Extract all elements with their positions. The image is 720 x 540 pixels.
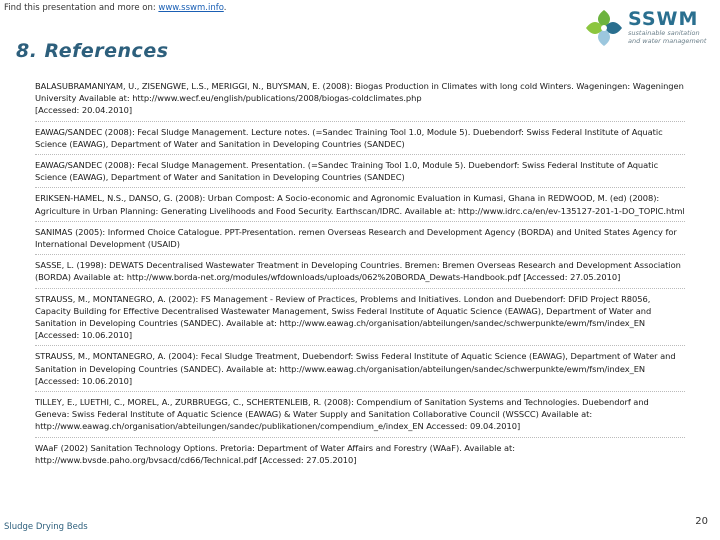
top-note-suffix: . <box>223 3 227 13</box>
reference-item: SANIMAS (2005): Informed Choice Catalogue. PPT-Presentation. remen Overseas Research and Development Agency (BORDA) and United States Agency for International Development (USAID) <box>35 226 685 255</box>
sswm-logo <box>582 6 716 50</box>
reference-item: SASSE, L. (1998): DEWATS Decentralised Wastewater Treatment in Developing Countries. Bremen: Bremen Overseas Research and Development Association (BORDA) Available at: http://www.borda-net.org/modules/wfdownloads/uploads/062%20BORDA_Dewats-Handbook.pdf [Accessed: 27.05.2010] <box>35 259 685 288</box>
page-title: 8. References <box>16 40 169 62</box>
footer-label: Sludge Drying Beds <box>4 522 88 532</box>
logo-name: SSWM <box>628 8 699 30</box>
reference-item: STRAUSS, M., MONTANEGRO, A. (2004): Fecal Sludge Treatment, Duebendorf: Swiss Federal Institute of Aquatic Science (EAWAG), Department of Water and Sanitation in Developing Countries (SANDEC). Available at: http://www.eawag.ch/organisation/abteilungen/sandec/schwerpunkte/ewm/fsm/index_EN [Accessed: 10.06.2010] <box>35 350 685 392</box>
reference-list <box>35 80 685 474</box>
top-note-prefix: Find this presentation and more on: <box>4 3 159 13</box>
reference-item: WAaF (2002) Sanitation Technology Options. Pretoria: Department of Water Affairs and Forestry (WAaF). Available at: http://www.bvsde.paho.org/bvsacd/cd66/Technical.pdf [Accessed: 27.05.2010] <box>35 442 515 465</box>
logo-tagline-1: sustainable sanitation <box>628 29 700 37</box>
reference-item: EAWAG/SANDEC (2008): Fecal Sludge Management. Presentation. (=Sandec Training Tool 1.0, Module 5). Duebendorf: Swiss Federal Institute of Aquatic Science (EAWAG), Department of Water and Sanitation in Developing Countries (SANDEC) <box>35 159 685 188</box>
reference-item: STRAUSS, M., MONTANEGRO, A. (2002): FS Management - Review of Practices, Problems and Initiatives. London and Duebendorf: DFID Project R8056, Capacity Building for Effective Decentralised Wastewater Management, Swiss Federal Institute of Aquatic Science (EAWAG), Department of Water and Sanitation in Developing Countries (SANDEC). Available at: http://www.eawag.ch/organisation/abteilungen/sandec/schwerpunkte/ewm/fsm/index_EN [Accessed: 10.06.2010] <box>35 293 685 347</box>
reference-item: EAWAG/SANDEC (2008): Fecal Sludge Management. Lecture notes. (=Sandec Training Tool 1.0, Module 5). Duebendorf: Swiss Federal Institute of Aquatic Science (EAWAG), Department of Water and Sanitation in Developing Countries (SANDEC) <box>35 126 685 155</box>
reference-item: TILLEY, E., LUETHI, C., MOREL, A., ZURBRUEGG, C., SCHERTENLEIB, R. (2008): Compendium of Sanitation Systems and Technologies. Duebendorf and Geneva: Swiss Federal Institute of Aquatic Science (EAWAG) & Water Supply and Sanitation Collaborative Council (WSSCC) Available at: http://www.eawag.ch/organisation/abteilungen/sandec/publikationen/compendium_e/index_EN Accessed: 09.04.2010] <box>35 396 685 438</box>
reference-item: ERIKSEN-HAMEL, N.S., DANSO, G. (2008): Urban Compost: A Socio-economic and Agronomic Evaluation in Kumasi, Ghana in REDWOOD, M. (ed) (2008): Agriculture in Urban Planning: Generating Livelihoods and Food Security. Earthscan/IDRC. Available at: http://www.idrc.ca/en/ev-135127-201-1-DO_TOPIC.html <box>35 192 685 221</box>
top-note <box>4 3 226 13</box>
sswm-link[interactable]: www.sswm.info <box>158 3 224 13</box>
reference-item: BALASUBRAMANIYAM, U., ZISENGWE, L.S., MERIGGI, N., BUYSMAN, E. (2008): Biogas Production in Climates with long cold Winters. Wageningen: Wageningen University Available at: http://www.wecf.eu/english/publications/2008/biogas-coldclimates.php [Accessed: 20.04.2010] <box>35 80 685 122</box>
sswm-logo-icon <box>582 6 626 50</box>
page-number: 20 <box>695 516 708 527</box>
logo-tagline-2: and water management <box>628 36 707 45</box>
